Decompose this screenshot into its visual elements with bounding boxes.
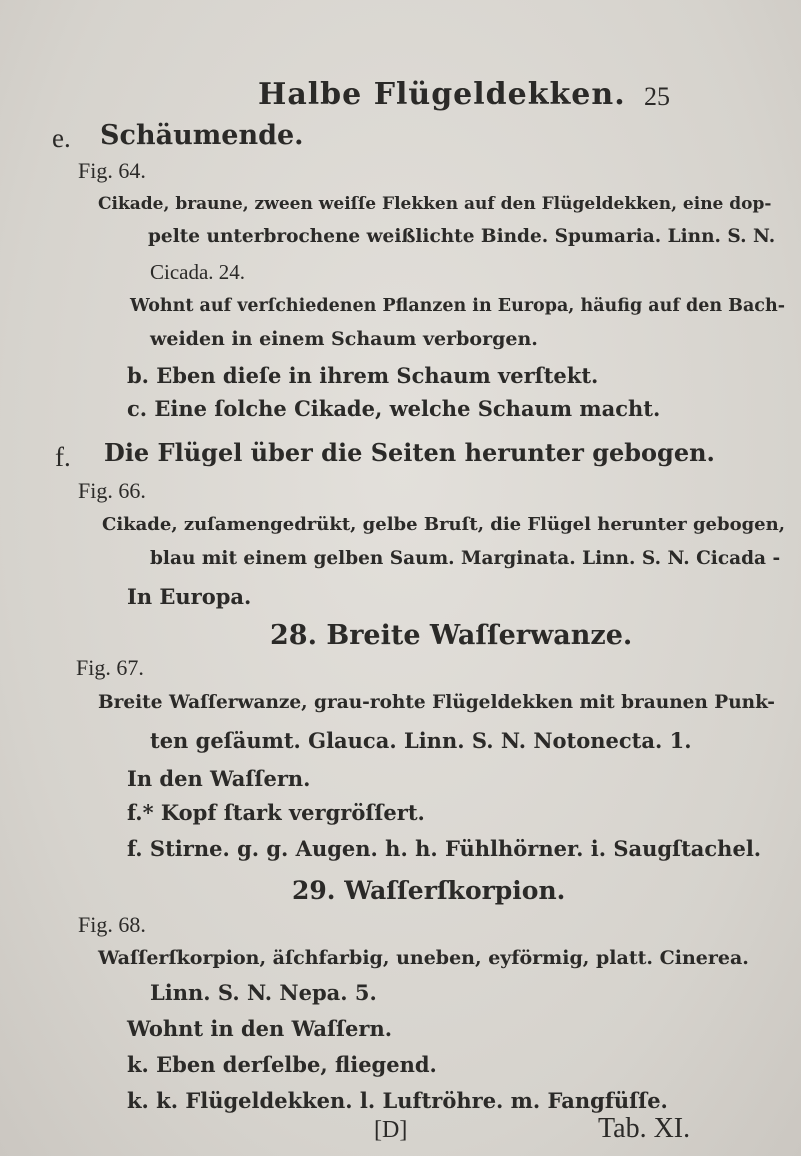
section-f-line-1: Cikade, zuſamengedrükt, gelbe Bruſt, die Flügel herunter gebogen, — [102, 514, 785, 535]
signature-mark: [D] — [374, 1117, 408, 1143]
section-e-line-7: c. Eine ſolche Cikade, welche Schaum macht. — [127, 396, 661, 421]
section-f-heading: Die Flügel über die Seiten herunter gebogen. — [104, 438, 715, 467]
section-f-line-2: blau mit einem gelben Saum. Marginata. Linn. S. N. Cicada - — [150, 548, 781, 569]
section-28-heading: 28. Breite Waſſerwanze. — [270, 620, 633, 651]
section-29-line-5: k. k. Flügeldekken. l. Luftröhre. m. Fangfüſſe. — [127, 1088, 668, 1113]
section-28-line-3: In den Waſſern. — [127, 766, 311, 791]
section-29-line-3: Wohnt in den Waſſern. — [127, 1016, 393, 1041]
section-e-line-2: pelte unterbrochene weißlichte Binde. Spumaria. Linn. S. N. — [148, 226, 776, 247]
page-number: 25 — [644, 82, 670, 111]
fig-67-label: Fig. 67. — [76, 655, 144, 680]
section-e-line-4: Wohnt auf verſchiedenen Pflanzen in Europa, häufig auf den Bach- — [130, 296, 785, 316]
section-29-line-2: Linn. S. N. Nepa. 5. — [150, 980, 377, 1005]
section-e-line-5: weiden in einem Schaum verborgen. — [150, 328, 538, 350]
section-e-line-6: b. Eben dieſe in ihrem Schaum verſtekt. — [127, 363, 599, 388]
section-28-line-5: f. Stirne. g. g. Augen. h. h. Fühlhörner. i. Saugſtachel. — [127, 836, 762, 861]
section-f-marker: f. — [55, 442, 71, 472]
section-29-heading: 29. Waſſerſkorpion. — [292, 876, 566, 905]
plate-reference: Tab. XI. — [598, 1113, 691, 1144]
section-28-line-4: f.* Kopf ſtark vergröſſert. — [127, 800, 425, 825]
section-29-line-1: Waſſerſkorpion, äſchfarbig, uneben, eyförmig, platt. Cinerea. — [98, 947, 749, 969]
section-29-line-4: k. Eben derſelbe, fliegend. — [127, 1052, 437, 1077]
fig-68-label: Fig. 68. — [78, 912, 146, 937]
section-e-marker: e. — [52, 123, 71, 153]
section-28-line-1: Breite Waſſerwanze, grau-rohte Flügeldekken mit braunen Punk- — [98, 692, 775, 713]
fig-64-label: Fig. 64. — [78, 158, 146, 183]
section-e-line-3: Cicada. 24. — [150, 260, 246, 284]
page-header-title: Halbe Flügeldekken. — [258, 77, 626, 112]
fig-66-label: Fig. 66. — [78, 478, 146, 503]
section-e-heading: Schäumende. — [100, 120, 304, 151]
section-e-line-1: Cikade, braune, zween weiſſe Flekken auf den Flügeldekken, eine dop- — [98, 194, 772, 214]
section-28-line-2: ten geſäumt. Glauca. Linn. S. N. Notonecta. 1. — [150, 728, 692, 753]
section-f-line-3: In Europa. — [127, 584, 252, 609]
